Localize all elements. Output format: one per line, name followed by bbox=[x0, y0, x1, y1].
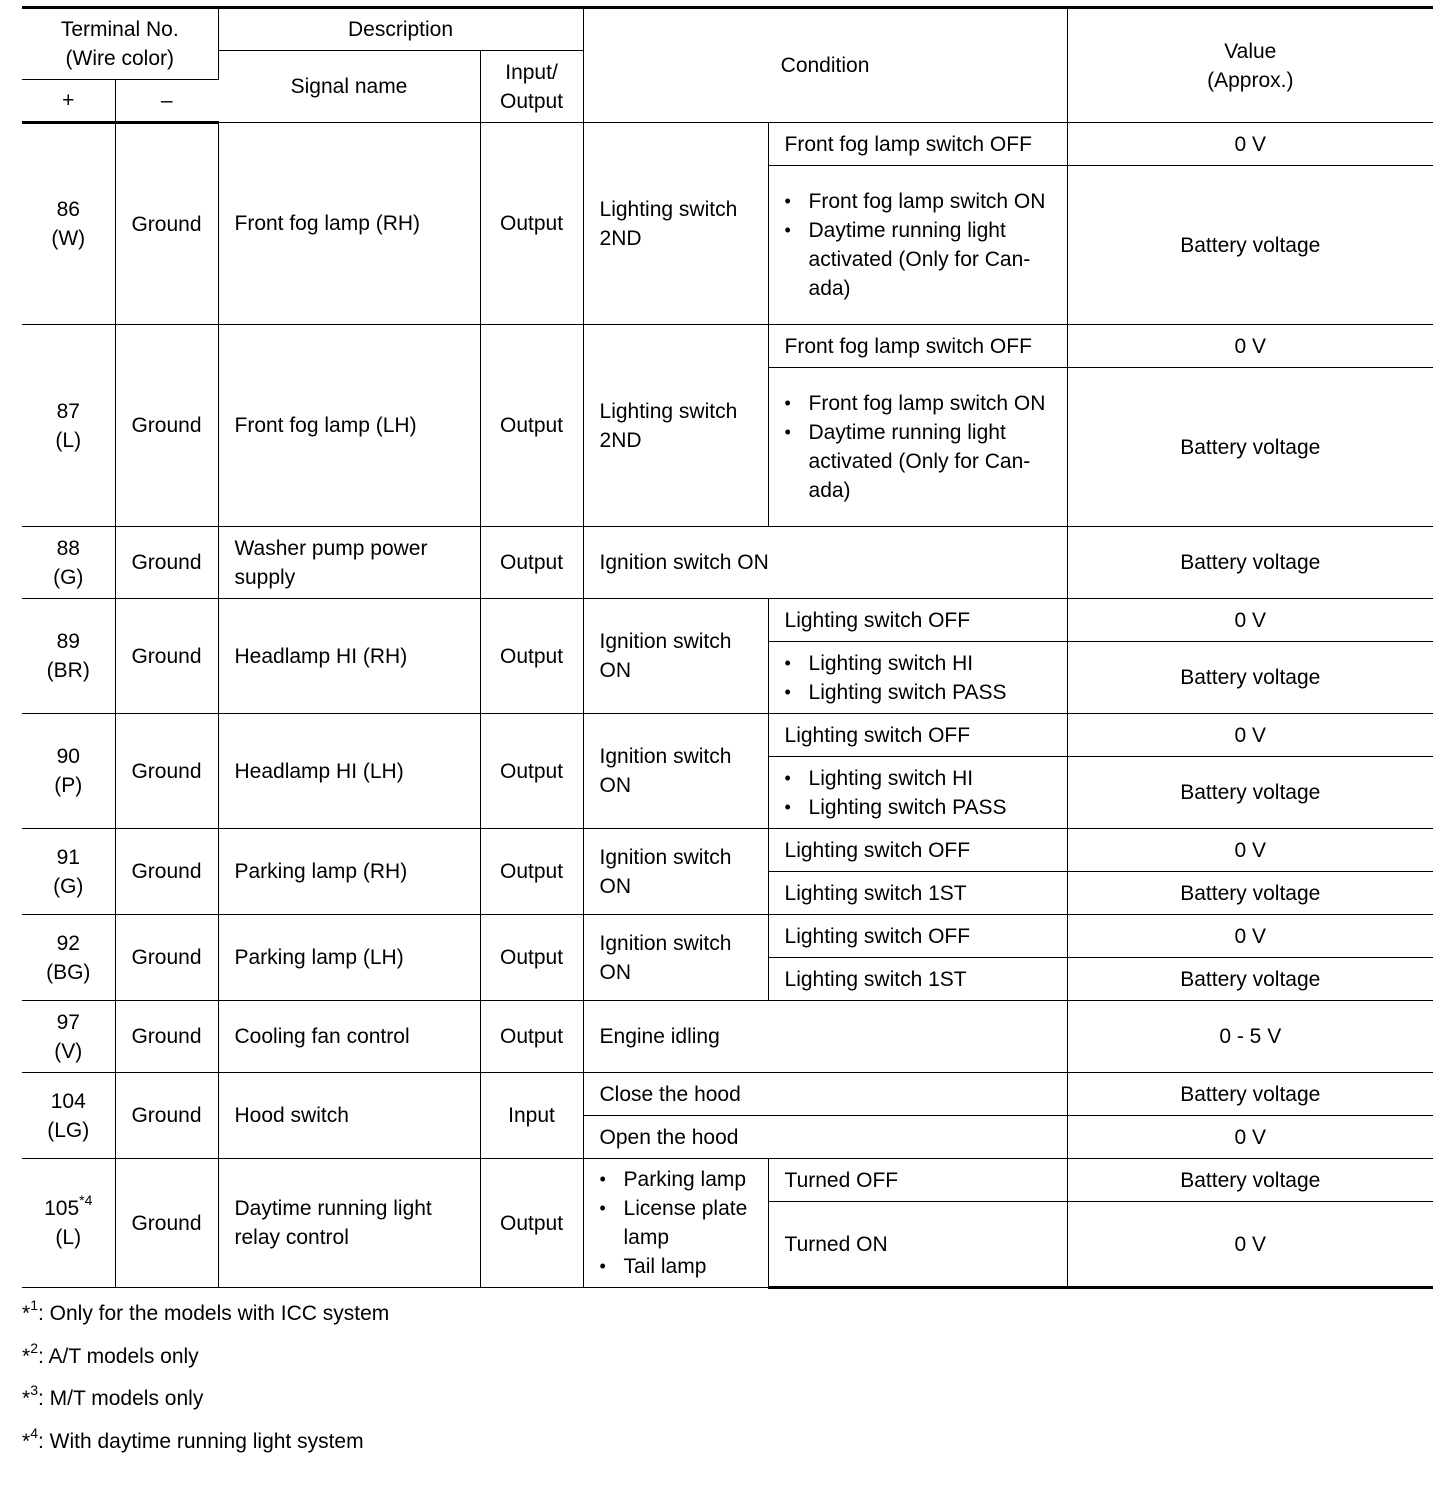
ground-cell: Ground bbox=[115, 1001, 218, 1073]
value-cell: Battery voltage bbox=[1067, 527, 1433, 599]
footnote-mark: * bbox=[22, 1429, 31, 1453]
terminal-number: 89 bbox=[56, 630, 80, 653]
wire-color: (BG) bbox=[46, 960, 91, 984]
ground-cell: Ground bbox=[115, 527, 218, 599]
ground-cell: Ground bbox=[115, 829, 218, 915]
value-cell: Battery voltage bbox=[1067, 368, 1433, 527]
wire-color: (V) bbox=[54, 1039, 83, 1063]
sub-condition-cell: Lighting switch OFF bbox=[768, 829, 1067, 872]
condition-cell: Ignition switch ON bbox=[583, 714, 768, 829]
terminal-footnote-ref: *4 bbox=[79, 1192, 93, 1208]
table-row bbox=[22, 1073, 1433, 1116]
footnote-mark: * bbox=[22, 1302, 31, 1325]
terminal-spec-table bbox=[22, 6, 1433, 1289]
sub-condition-cell: Lighting switch OFF bbox=[768, 714, 1067, 757]
condition-header: Condition bbox=[583, 8, 1067, 123]
terminal-cell bbox=[22, 1073, 115, 1159]
signal-name-cell: Headlamp HI (RH) bbox=[218, 599, 480, 714]
sub-condition-cell: Turned ON bbox=[768, 1202, 1067, 1288]
value-cell: Battery voltage bbox=[1067, 958, 1433, 1001]
footnote-number: 1 bbox=[30, 1297, 38, 1313]
footnote bbox=[22, 1426, 389, 1469]
ground-cell: Ground bbox=[115, 1159, 218, 1288]
terminal-cell bbox=[22, 1001, 115, 1073]
bullet-item: • Lighting switch PASS bbox=[785, 678, 1061, 707]
terminal-cell bbox=[22, 599, 115, 714]
ground-cell: Ground bbox=[115, 325, 218, 527]
io-cell: Output bbox=[480, 599, 583, 714]
value-cell: 0 V bbox=[1067, 123, 1433, 166]
value-cell: 0 V bbox=[1067, 915, 1433, 958]
footnote-text: : A/T models only bbox=[37, 1344, 199, 1368]
wire-color: (BR) bbox=[46, 659, 90, 682]
io-cell: Output bbox=[480, 1159, 583, 1288]
condition-cell: Lighting switch 2ND bbox=[583, 123, 768, 325]
value-cell: 0 V bbox=[1067, 714, 1433, 757]
sub-condition-cell: Lighting switch OFF bbox=[768, 599, 1067, 642]
footnote-number: 3 bbox=[30, 1382, 38, 1398]
signal-name-cell: Front fog lamp (LH) bbox=[218, 325, 480, 527]
terminal-number-text: 105 bbox=[44, 1197, 80, 1220]
table-row bbox=[22, 1159, 1433, 1202]
terminal-cell bbox=[22, 325, 115, 527]
signal-name-cell: Headlamp HI (LH) bbox=[218, 714, 480, 829]
sub-condition-cell: Lighting switch OFF bbox=[768, 915, 1067, 958]
ground-cell: Ground bbox=[115, 599, 218, 714]
table-row bbox=[22, 599, 1433, 642]
terminal-number bbox=[22, 1194, 115, 1223]
wire-color: (G) bbox=[53, 565, 84, 589]
sub-condition-cell: Lighting switch 1ST bbox=[768, 872, 1067, 915]
io-cell: Output bbox=[480, 829, 583, 915]
sub-condition-cell bbox=[768, 368, 1067, 527]
terminal-cell bbox=[22, 714, 115, 829]
table-row bbox=[22, 1001, 1433, 1073]
value-cell: Battery voltage bbox=[1067, 1073, 1433, 1116]
signal-name-cell: Hood switch bbox=[218, 1073, 480, 1159]
bullet-item: • Front fog lamp switch ON bbox=[785, 389, 1061, 418]
signal-name-cell: Parking lamp (LH) bbox=[218, 915, 480, 1001]
sub-condition-cell: Front fog lamp switch OFF bbox=[768, 123, 1067, 166]
signal-name-cell: Daytime running light relay control bbox=[218, 1159, 480, 1288]
bullet-item: • Daytime running light activated (Only for Can-ada) bbox=[785, 216, 1061, 303]
footnote-text: : M/T models only bbox=[37, 1387, 204, 1410]
value-cell: 0 V bbox=[1067, 829, 1433, 872]
sub-condition-cell bbox=[768, 166, 1067, 325]
sub-condition-cell: Lighting switch 1ST bbox=[768, 958, 1067, 1001]
bullet-item: • Parking lamp bbox=[600, 1165, 762, 1194]
terminal-cell bbox=[22, 1159, 115, 1288]
signal-name-cell: Washer pump power supply bbox=[218, 527, 480, 599]
terminal-no-label: Terminal No. bbox=[60, 18, 179, 41]
ground-cell: Ground bbox=[115, 123, 218, 325]
terminal-number: 104 bbox=[50, 1089, 86, 1113]
bullet-item: • License plate lamp bbox=[600, 1194, 762, 1252]
plus-header: + bbox=[22, 80, 115, 123]
bullet-item: • Lighting switch HI bbox=[785, 649, 1061, 678]
wire-color: (G) bbox=[53, 874, 84, 898]
value-label: Value bbox=[1224, 39, 1277, 63]
terminal-number: 91 bbox=[56, 845, 80, 869]
value-cell: 0 V bbox=[1067, 1116, 1433, 1159]
bullet-item: • Front fog lamp switch ON bbox=[785, 187, 1061, 216]
bullet-item: • Lighting switch PASS bbox=[785, 793, 1061, 822]
footnote-number: 4 bbox=[30, 1424, 38, 1441]
ground-cell: Ground bbox=[115, 915, 218, 1001]
bullet-item: • Tail lamp bbox=[600, 1252, 762, 1281]
io-cell: Input bbox=[480, 1073, 583, 1159]
condition-cell: Ignition switch ON bbox=[583, 599, 768, 714]
footnote-mark: * bbox=[22, 1344, 31, 1368]
description-header: Description bbox=[218, 8, 583, 51]
terminal-cell bbox=[22, 915, 115, 1001]
condition-cell: Engine idling bbox=[583, 1001, 1067, 1073]
value-header bbox=[1067, 8, 1433, 123]
condition-cell: Ignition switch ON bbox=[583, 527, 1067, 599]
footnote bbox=[22, 1341, 389, 1384]
terminal-no-header bbox=[22, 8, 218, 80]
value-cell: Battery voltage bbox=[1067, 642, 1433, 714]
sub-condition-cell bbox=[768, 757, 1067, 829]
value-cell: 0 V bbox=[1067, 325, 1433, 368]
footnotes bbox=[22, 1298, 389, 1468]
terminal-cell bbox=[22, 829, 115, 915]
value-cell: 0 - 5 V bbox=[1067, 1001, 1433, 1073]
value-cell: Battery voltage bbox=[1067, 1159, 1433, 1202]
ground-cell: Ground bbox=[115, 1073, 218, 1159]
io-cell: Output bbox=[480, 527, 583, 599]
terminal-number: 86 bbox=[56, 198, 80, 221]
bullet-item: • Daytime running light activated (Only for Can-ada) bbox=[785, 418, 1061, 505]
io-cell: Output bbox=[480, 714, 583, 829]
condition-cell: Ignition switch ON bbox=[583, 915, 768, 1001]
terminal-number: 90 bbox=[56, 745, 80, 768]
terminal-number: 87 bbox=[56, 399, 80, 423]
table-row bbox=[22, 714, 1433, 757]
input-output-header: Input/ Output bbox=[480, 51, 583, 123]
value-cell: 0 V bbox=[1067, 599, 1433, 642]
io-cell: Output bbox=[480, 325, 583, 527]
value-cell: Battery voltage bbox=[1067, 757, 1433, 829]
condition-cell bbox=[583, 1159, 768, 1288]
wire-color: (W) bbox=[51, 227, 86, 250]
footnote bbox=[22, 1298, 389, 1341]
wire-color-label: (Wire color) bbox=[65, 47, 174, 70]
sub-condition-cell: Turned OFF bbox=[768, 1159, 1067, 1202]
footnote-text: : With daytime running light system bbox=[37, 1429, 364, 1453]
sub-condition-cell: Front fog lamp switch OFF bbox=[768, 325, 1067, 368]
condition-cell: Ignition switch ON bbox=[583, 829, 768, 915]
condition-cell: Lighting switch 2ND bbox=[583, 325, 768, 527]
wire-color: (P) bbox=[54, 774, 83, 797]
io-cell: Output bbox=[480, 915, 583, 1001]
table-row bbox=[22, 829, 1433, 872]
table-row bbox=[22, 325, 1433, 368]
table-row bbox=[22, 123, 1433, 166]
signal-name-cell: Parking lamp (RH) bbox=[218, 829, 480, 915]
signal-name-cell: Cooling fan control bbox=[218, 1001, 480, 1073]
value-cell: Battery voltage bbox=[1067, 166, 1433, 325]
io-cell: Output bbox=[480, 123, 583, 325]
value-cell: Battery voltage bbox=[1067, 872, 1433, 915]
footnote-mark: * bbox=[22, 1387, 31, 1410]
wire-color: (L) bbox=[55, 1226, 82, 1249]
io-cell: Output bbox=[480, 1001, 583, 1073]
terminal-number: 88 bbox=[56, 536, 80, 560]
ground-cell: Ground bbox=[115, 714, 218, 829]
bullet-item: • Lighting switch HI bbox=[785, 764, 1061, 793]
minus-header: – bbox=[115, 80, 218, 123]
terminal-cell bbox=[22, 123, 115, 325]
footnote-number: 2 bbox=[30, 1339, 38, 1356]
footnote bbox=[22, 1383, 389, 1426]
table-row bbox=[22, 915, 1433, 958]
table-row bbox=[22, 527, 1433, 599]
signal-name-cell: Front fog lamp (RH) bbox=[218, 123, 480, 325]
value-cell: 0 V bbox=[1067, 1202, 1433, 1288]
wire-color: (LG) bbox=[47, 1118, 90, 1142]
condition-cell: Close the hood bbox=[583, 1073, 1067, 1116]
footnote-text: : Only for the models with ICC system bbox=[37, 1302, 390, 1325]
terminal-number: 97 bbox=[56, 1010, 80, 1034]
signal-name-header: Signal name bbox=[218, 51, 480, 123]
sub-condition-cell bbox=[768, 642, 1067, 714]
terminal-cell bbox=[22, 527, 115, 599]
terminal-number: 92 bbox=[56, 931, 80, 955]
approx-label: (Approx.) bbox=[1207, 68, 1294, 92]
condition-cell: Open the hood bbox=[583, 1116, 1067, 1159]
wire-color: (L) bbox=[55, 428, 82, 452]
